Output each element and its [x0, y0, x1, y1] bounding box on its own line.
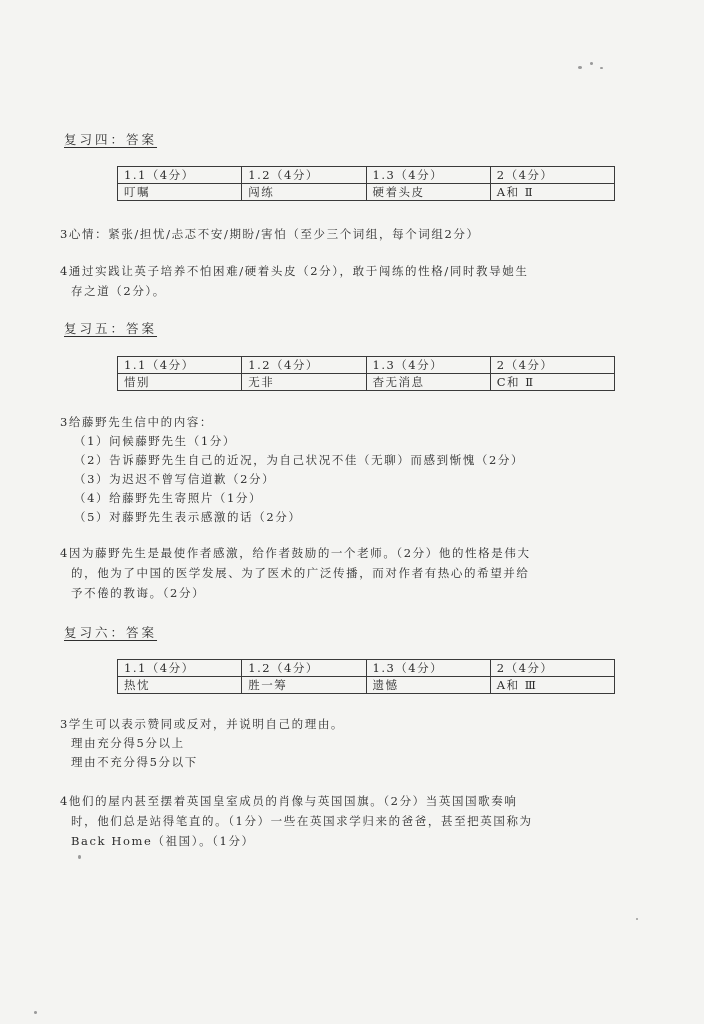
table-answer-cell: 杳无消息 [366, 374, 490, 391]
review4-answer-table [117, 166, 615, 201]
table-answer-cell: 闯练 [242, 184, 366, 201]
review5-q4-line: 予不倦的教诲。（2分） [71, 586, 206, 600]
table-answer-cell: C和 Ⅱ [490, 374, 614, 391]
review5-q3 [60, 413, 650, 527]
scan-speck [600, 67, 603, 69]
list-item: （1）问候藤野先生（1分） [74, 434, 236, 448]
table-header-row [118, 660, 615, 677]
review6-q4 [60, 791, 650, 851]
table-answer-cell: 胜一筹 [242, 677, 366, 694]
list-item: （4）给藤野先生寄照片（1分） [74, 491, 263, 505]
review6-q3-line: 理由充分得5分以上 [71, 736, 185, 750]
table-answer-cell: 热忱 [118, 677, 242, 694]
list-item: （5）对藤野先生表示感激的话（2分） [74, 510, 302, 524]
table-header-cell: 2（4分） [490, 167, 614, 184]
review5-answer-table [117, 356, 615, 391]
review6-q4-line: 时，他们总是站得笔直的。（1分）一些在英国求学归来的爸爸，甚至把英国称为 [71, 814, 533, 828]
table-answer-cell: A和 Ⅲ [490, 677, 614, 694]
review4-q4 [60, 261, 650, 301]
review6-q3-line: 3学生可以表示赞同或反对，并说明自己的理由。 [60, 717, 345, 731]
table-header-cell: 1.2（4分） [242, 357, 366, 374]
review4-q4-line: 4通过实践让英子培养不怕困难/硬着头皮（2分），敢于闯练的性格/同时教导她生 [60, 264, 529, 278]
table-header-row [118, 357, 615, 374]
review4-q4-line: 存之道（2分）。 [71, 284, 166, 298]
table-header-cell: 2（4分） [490, 660, 614, 677]
table-header-cell: 1.1（4分） [118, 357, 242, 374]
review4-q3: 3心情：紧张/担忧/忐忑不安/期盼/害怕（至少三个词组，每个词组2分） [60, 227, 480, 241]
table-answer-row [118, 677, 615, 694]
table-answer-cell: 惜别 [118, 374, 242, 391]
table-answer-cell: A和 Ⅱ [490, 184, 614, 201]
table-answer-row [118, 374, 615, 391]
table-header-cell: 1.1（4分） [118, 660, 242, 677]
table-answer-cell: 无非 [242, 374, 366, 391]
review5-q4-line: 4因为藤野先生是最使作者感激，给作者鼓励的一个老师。（2分）他的性格是伟大 [60, 546, 531, 560]
table-answer-cell: 硬着头皮 [366, 184, 490, 201]
review5-q3-title: 3给藤野先生信中的内容： [60, 415, 214, 429]
list-item: （2）告诉藤野先生自己的近况，为自己状况不佳（无聊）而感到惭愧（2分） [74, 453, 525, 467]
scan-speck [578, 66, 582, 69]
review5-title: 复习五：答案 [64, 321, 158, 336]
review6-answer-table [117, 659, 615, 694]
review4-title: 复习四：答案 [64, 132, 158, 147]
review6-q4-line: 4他们的屋内甚至摆着英国皇室成员的肖像与英国国旗。（2分）当英国国歌奏响 [60, 794, 518, 808]
review6-q3-line: 理由不充分得5分以下 [71, 755, 198, 769]
review5-q4-line: 的，他为了中国的医学发展、为了医术的广泛传播，而对作者有热心的希望并给 [71, 566, 530, 580]
scan-speck [636, 918, 638, 920]
table-header-cell: 1.1（4分） [118, 167, 242, 184]
scan-speck [78, 855, 81, 859]
table-header-cell: 1.2（4分） [242, 167, 366, 184]
scan-speck [34, 1011, 37, 1014]
table-header-cell: 2（4分） [490, 357, 614, 374]
table-header-cell: 1.3（4分） [366, 357, 490, 374]
review6-q3 [60, 715, 650, 772]
scan-speck [590, 62, 593, 65]
review6-q4-line: Back Home（祖国）。（1分） [71, 834, 255, 848]
review5-q4 [60, 543, 650, 603]
table-answer-row [118, 184, 615, 201]
list-item: （3）为迟迟不曾写信道歉（2分） [74, 472, 276, 486]
table-header-row [118, 167, 615, 184]
table-header-cell: 1.3（4分） [366, 167, 490, 184]
table-answer-cell: 遗憾 [366, 677, 490, 694]
table-answer-cell: 叮嘱 [118, 184, 242, 201]
table-header-cell: 1.3（4分） [366, 660, 490, 677]
table-header-cell: 1.2（4分） [242, 660, 366, 677]
review6-title: 复习六：答案 [64, 625, 158, 640]
